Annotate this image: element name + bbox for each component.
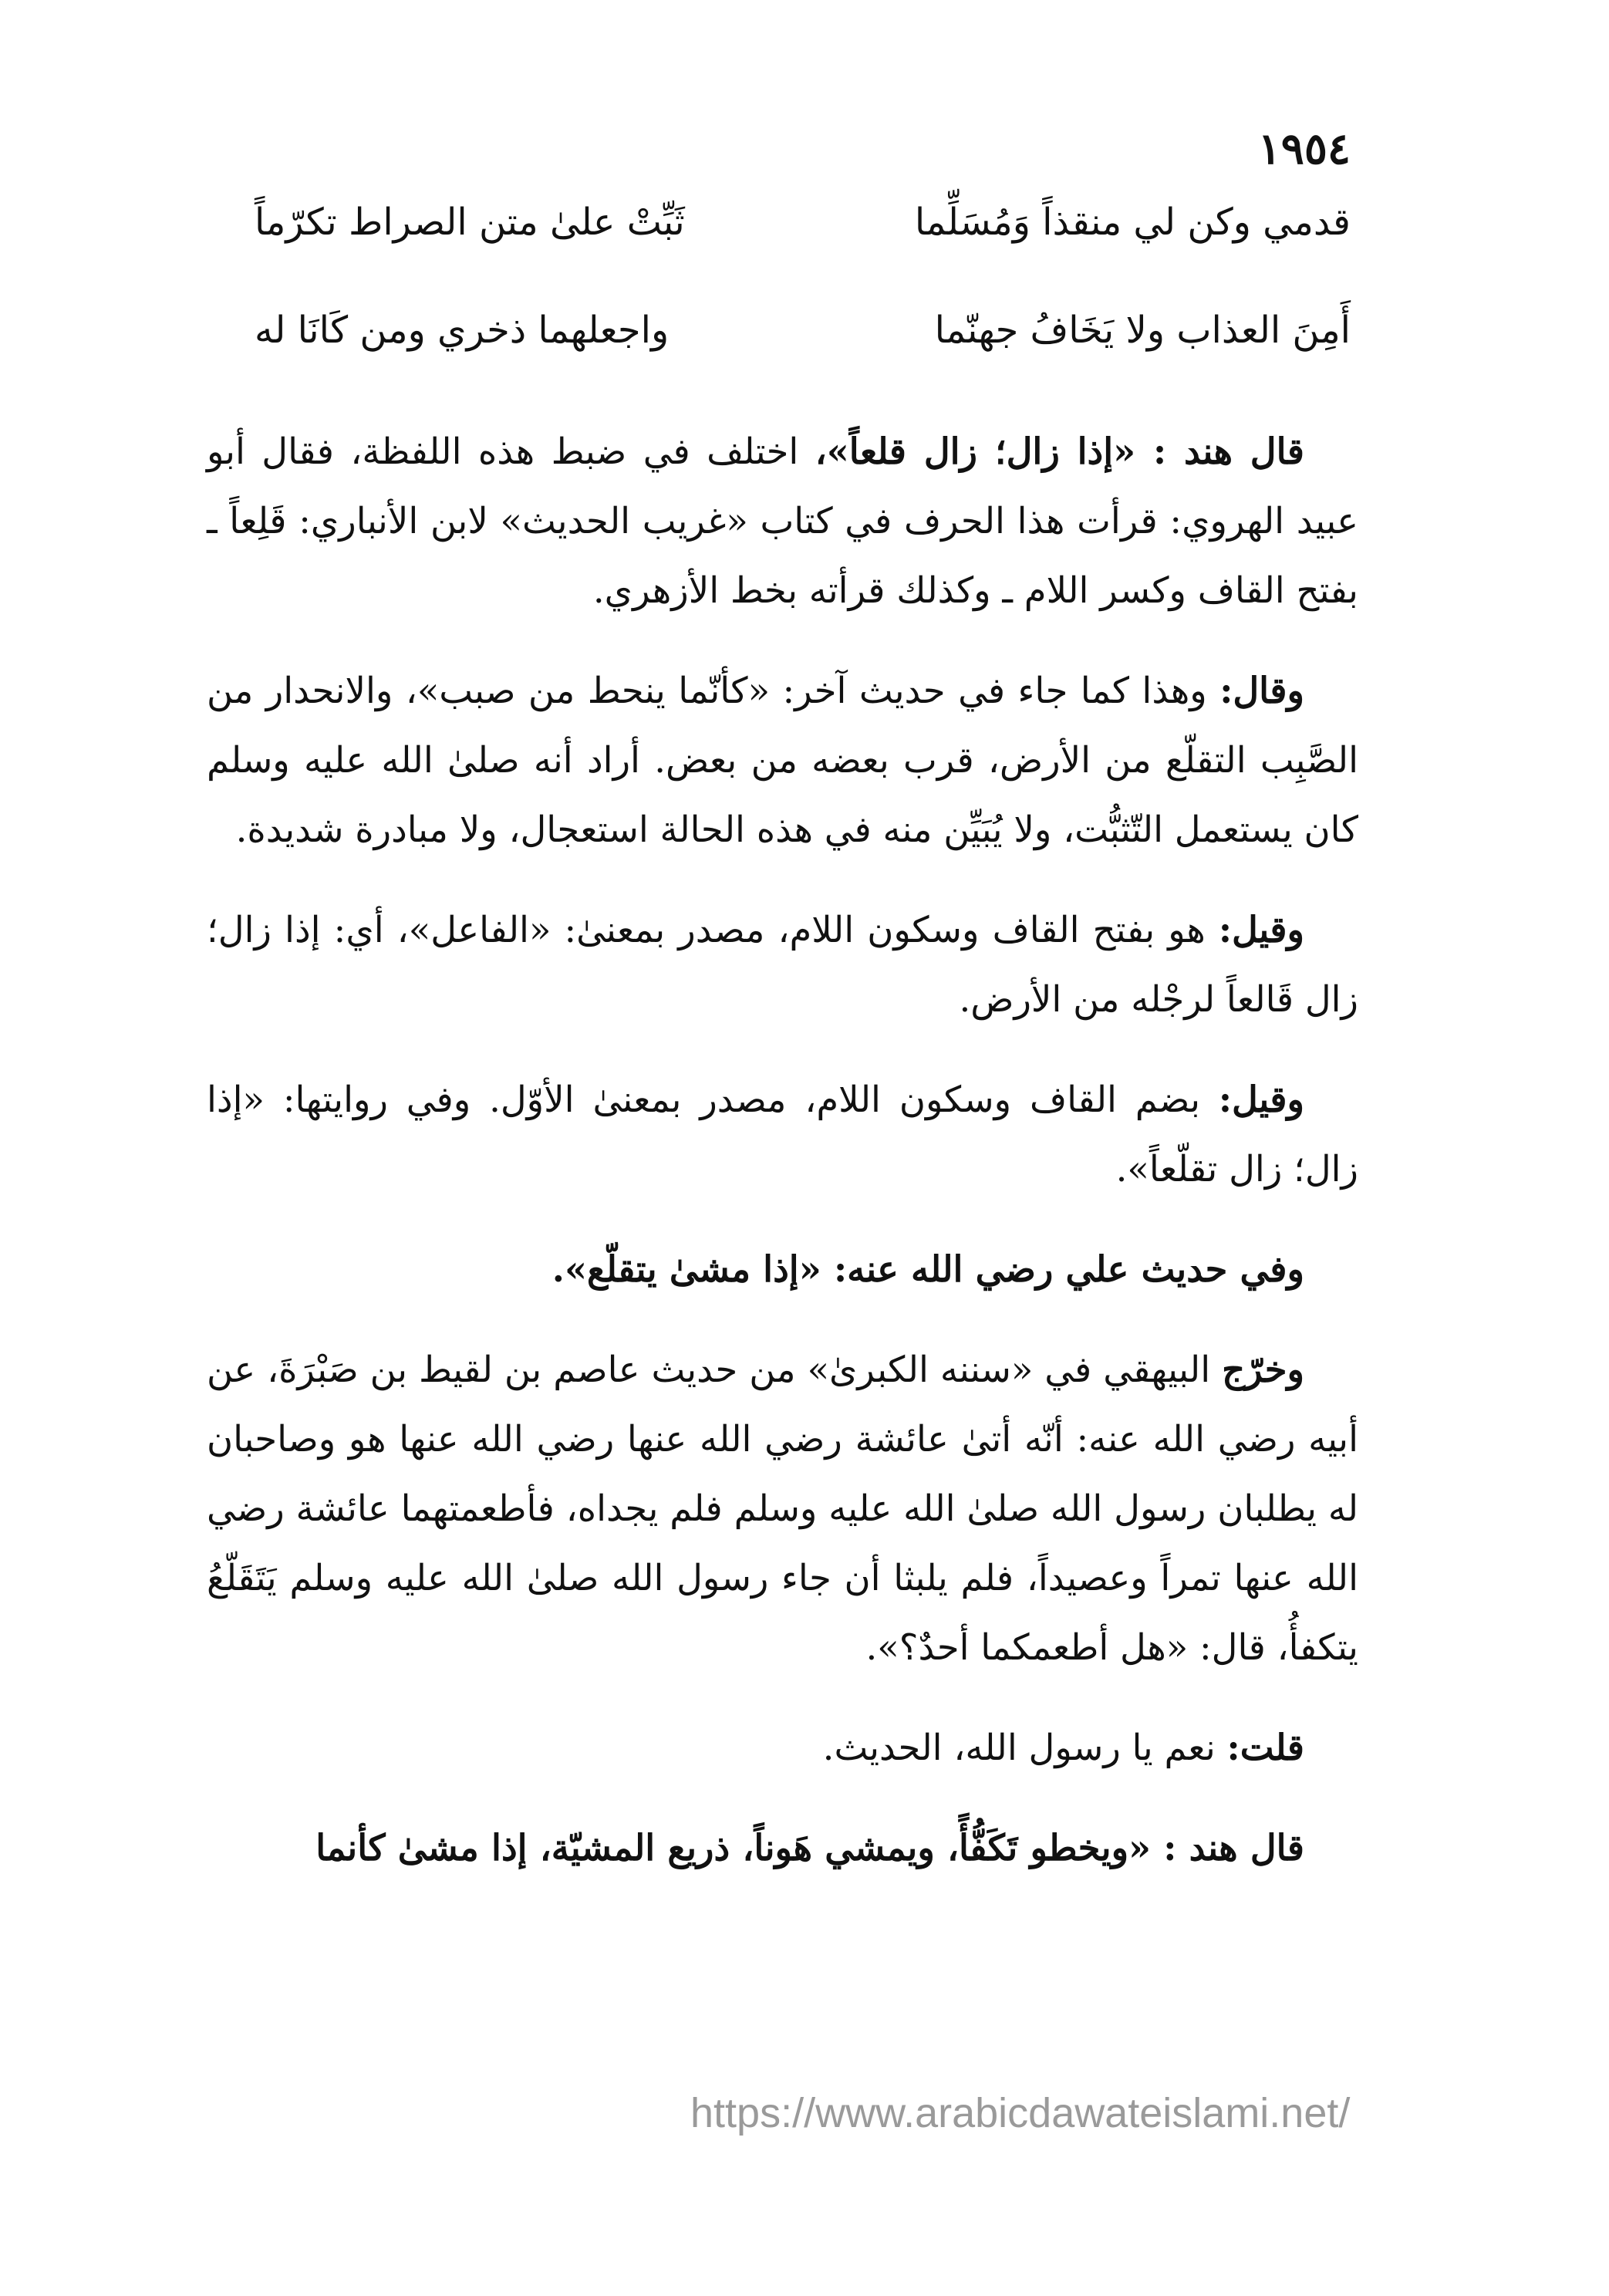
- paragraph-lead: وخرّج: [1222, 1348, 1304, 1390]
- paragraph-text: وهذا كما جاء في حديث آخر: «كأنّما ينحط من صبب»، والانحدار من الصَّبِب التقلّع من الأرض، قرب بعضه من بعض. أراد أنه صلىٰ الله عليه وسلم كان يستعمل التّثبُّت، ولا يُبَيِّن منه في هذه الحالة استعجال، ولا مبادرة شديدة.: [207, 670, 1358, 850]
- paragraph-lead: قال هند : «ويخطو تَكَفُّأً، ويمشي هَوناً، ذريع المشيّة، إذا مشىٰ كأنما: [315, 1826, 1304, 1869]
- verse-right-hemistich: واجعلهما ذخري ومن كَانَا له: [255, 309, 670, 352]
- paragraph: [207, 895, 1358, 1034]
- paragraph-lead: قلت:: [1226, 1726, 1304, 1768]
- paragraph: [207, 1335, 1358, 1682]
- paragraph-text: هو بفتح القاف وسكون اللام، مصدر بمعنىٰ: «الفاعل»، أي: إذا زال؛ زال قَالعاً لرجْله من الأرض.: [207, 909, 1358, 1020]
- body-text: [207, 417, 1358, 1913]
- paragraph-text: نعم يا رسول الله، الحديث.: [822, 1727, 1227, 1768]
- paragraph: [207, 1713, 1358, 1782]
- paragraph: [207, 656, 1358, 864]
- paragraph-text: بضم القاف وسكون اللام، مصدر بمعنىٰ الأوّل. وفي روايتها: «إذا زال؛ زال تقلّعاً».: [207, 1079, 1358, 1190]
- paragraph: [207, 417, 1358, 625]
- paragraph: [207, 1234, 1358, 1304]
- verse-left-hemistich: قدمي وكن لي منقذاً وَمُسَلِّما: [914, 201, 1351, 244]
- paragraph-text: اختلف في ضبط هذه اللفظة، فقال أبو عبيد الهروي: قرأت هذا الحرف في كتاب «غريب الحديث» لابن الأنباري: قَلِعاً ـ بفتح القاف وكسر اللام ـ وكذلك قرأته بخط الأزهري.: [207, 430, 1358, 611]
- paragraph-lead: وفي حديث علي رضي الله عنه: «إذا مشىٰ يتقلّع».: [552, 1248, 1304, 1290]
- paragraph: [207, 1065, 1358, 1204]
- paragraph-lead: وقيل:: [1218, 908, 1304, 950]
- poem-verse: [255, 309, 1351, 352]
- page-number: ١٩٥٤: [1257, 123, 1351, 174]
- poem-verse: [255, 201, 1351, 244]
- paragraph-lead: قال هند : «إذا زال؛ زال قلعاً»،: [815, 430, 1304, 472]
- paragraph-text: البيهقي في «سننه الكبرىٰ» من حديث عاصم بن لقيط بن صَبْرَةَ، عن أبيه رضي الله عنه: أنّه أتىٰ عائشة رضي الله عنها رضي الله عنها هو وصاحبان له يطلبان رسول الله صلىٰ الله عليه وسلم فلم يجداه، فأطعمتهما عائشة رضي الله عنها تمراً وعصيداً، فلم يلبثا أن جاء رسول الله صلىٰ الله عليه وسلم يَتَقَلّعُ يتكفأُ، قال: «هل أطعمكما أحدٌ؟».: [207, 1349, 1358, 1668]
- verse-right-hemistich: ثَبِّتْ علىٰ متن الصراط تكرّماً: [255, 201, 685, 244]
- paragraph-lead: وقيل:: [1218, 1078, 1304, 1120]
- verse-left-hemistich: أَمِنَ العذاب ولا يَخَافُ جهنّما: [934, 309, 1351, 352]
- paragraph: [207, 1813, 1358, 1882]
- watermark-url: https://www.arabicdawateislami.net/: [690, 2090, 1351, 2136]
- paragraph-lead: وقال:: [1219, 669, 1304, 711]
